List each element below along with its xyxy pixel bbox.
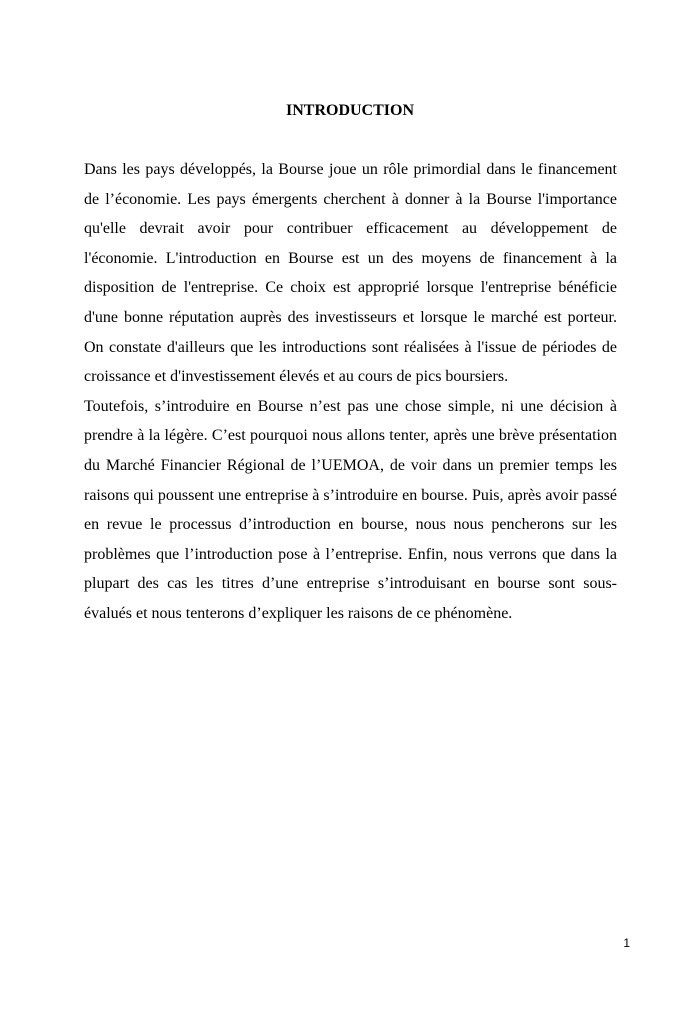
body-text [84, 155, 617, 629]
page-title: INTRODUCTION [285, 102, 414, 119]
paragraph-2: Toutefois, s’introduire en Bourse n’est pas une chose simple, ni une décision à prendre à la légère. C’est pourquoi nous allons tenter, après une brève présentation du Marché Financier Régional de l’UEMOA, de voir dans un premier temps les raisons qui poussent une entreprise à s’introduire en bourse. Puis, après avoir passé en revue le processus d’introduction en bourse, nous nous pencherons sur les problèmes que l’introduction pose à l’entreprise. Enfin, nous verrons que dans la plupart des cas les titres d’une entreprise s’introduisant en bourse sont sous-évalués et nous tenterons d’expliquer les raisons de ce phénomène. [84, 397, 617, 622]
paragraph-1: Dans les pays développés, la Bourse joue un rôle primordial dans le financement de l’économie. Les pays émergents cherchent à donner à la Bourse l'importance qu'elle devrait avoir pour contribuer efficacement au développement de l'économie. L'introduction en Bourse est un des moyens de financement à la disposition de l'entreprise. Ce choix est approprié lorsque l'entreprise bénéficie d'une bonne réputation auprès des investisseurs et lorsque le marché est porteur. On constate d'ailleurs que les introductions sont réalisées à l'issue de périodes de croissance et d'investissement élevés et au cours de pics boursiers. [84, 161, 617, 386]
page-number: 1 [623, 936, 630, 950]
